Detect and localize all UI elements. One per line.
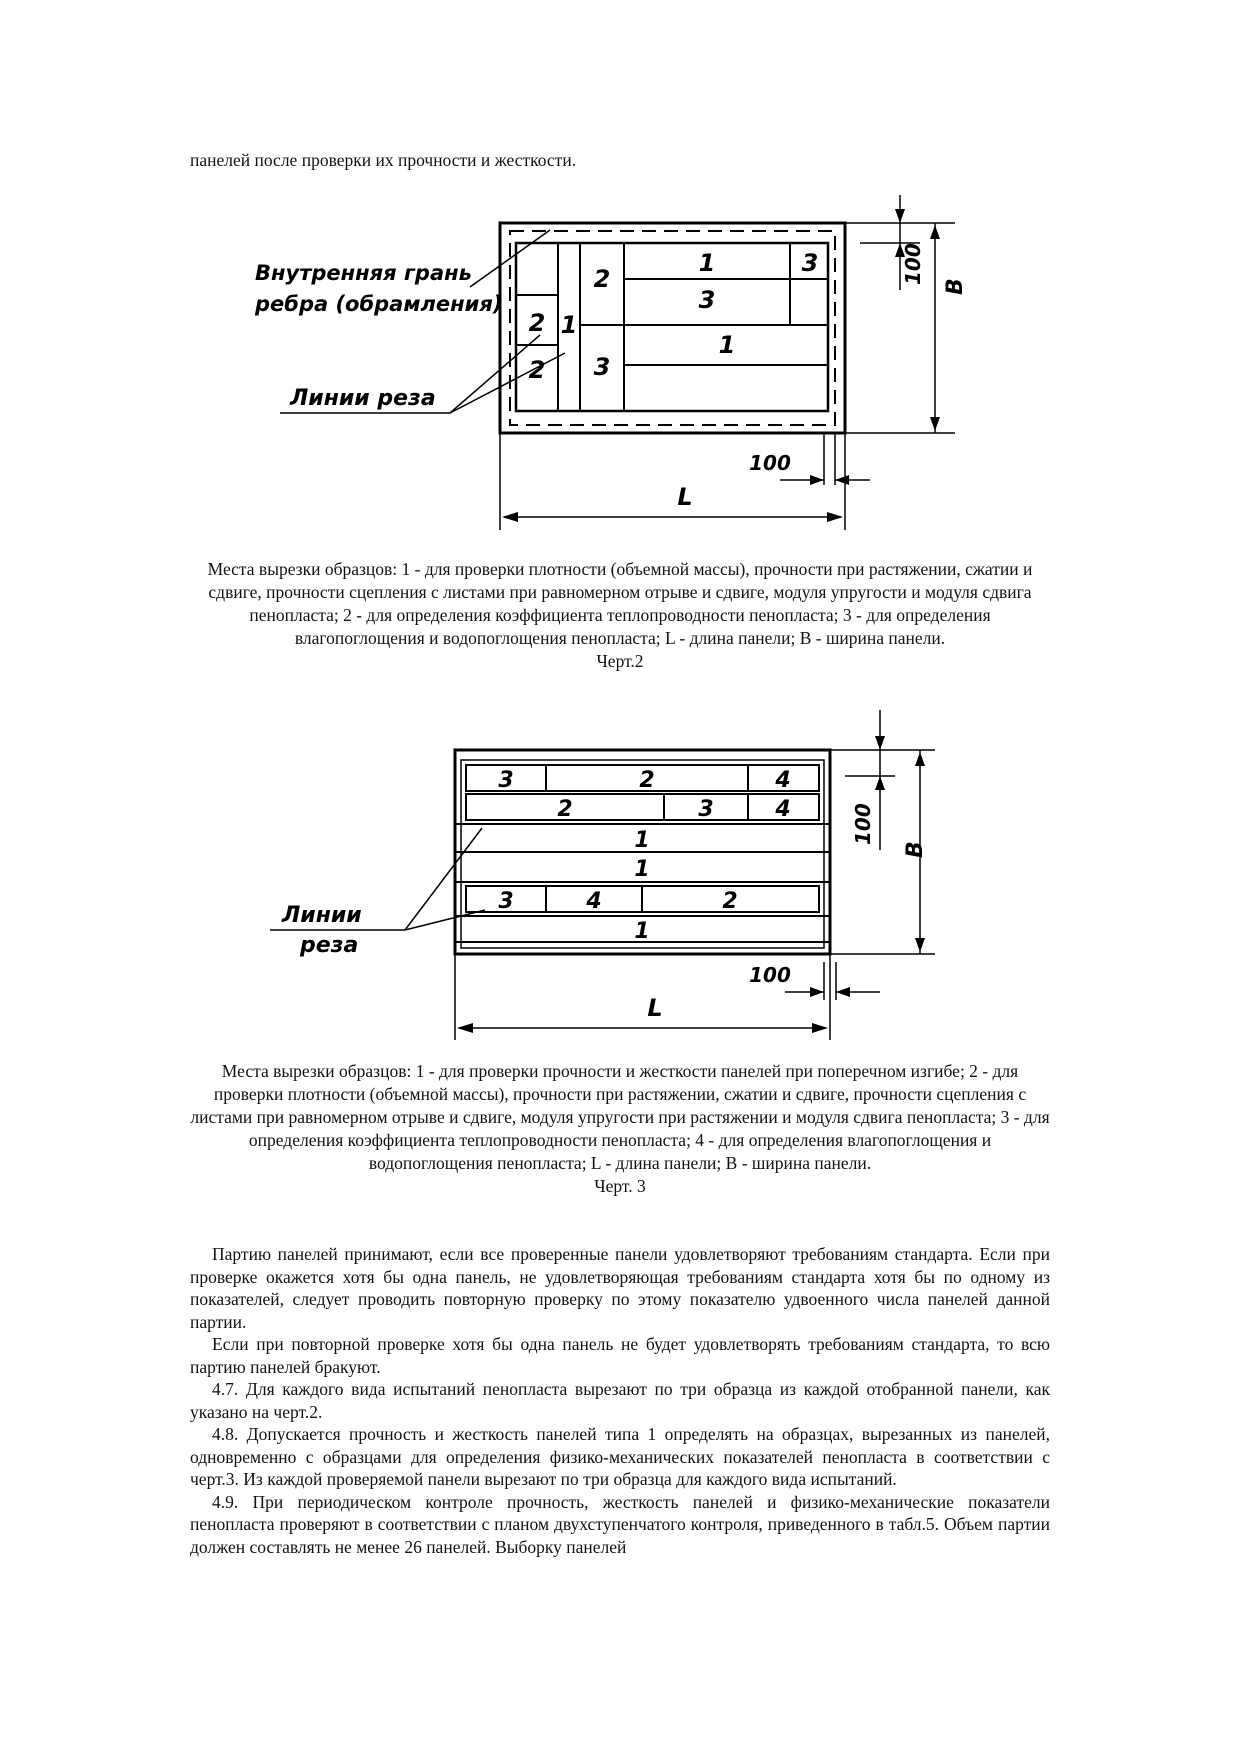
- cell-label: 3: [698, 797, 714, 822]
- cell-label: 1: [560, 311, 578, 339]
- dim-l-label: L: [677, 483, 693, 511]
- figure-title: Черт. 3: [594, 1176, 646, 1196]
- cell-label: 1: [634, 919, 650, 944]
- intro-line: панелей после проверки их прочности и жесткости.: [190, 150, 577, 170]
- paragraph: Если при повторной проверке хотя бы одна панель не будет удовлетворять требованиям стандарта, то всю партию панелей бракуют.: [190, 1334, 1050, 1377]
- paragraph: 4.7. Для каждого вида испытаний пенопласта вырезают по три образца из каждой отобранной панели, как указано на черт.2.: [190, 1379, 1050, 1422]
- cell-label: 2: [639, 768, 655, 793]
- cell-label: 3: [498, 768, 514, 793]
- panel-outer: [500, 223, 845, 433]
- dim-b-label: B: [903, 841, 928, 858]
- dim-100-horizontal: 100: [749, 451, 791, 475]
- figure-3-drawing: [270, 710, 950, 1050]
- cell-label: 3: [698, 286, 716, 314]
- cell-label: 3: [801, 249, 819, 277]
- cell-label: 3: [498, 889, 514, 914]
- cut-lines-label: Линии реза: [290, 386, 436, 411]
- paragraph: 4.9. При периодическом контроле прочность, жесткость панелей и физико-механические показатели пенопласта проверяют в соответствии с планом двухступенчатого контроля, приведенного в табл.5. Объем партии должен составлять не менее 26 панелей. Выборку панелей: [190, 1491, 1050, 1557]
- dim-100-vertical: 100: [901, 243, 925, 285]
- dim-b-label: B: [943, 278, 968, 295]
- inner-edge-label: Внутренняя грань: [255, 261, 472, 285]
- cell-label: 1: [718, 331, 736, 359]
- dim-100-vertical: 100: [851, 803, 875, 845]
- cell-label: 4: [775, 768, 791, 793]
- paragraph: Партию панелей принимают, если все проверенные панели удовлетворяют требованиям стандарта. Если при проверке окажется хотя бы одна панель, не удовлетворяющая требованиям стандарта хотя бы по одному из показателей, следует проводить повторную проверку по этому показателю удвоенного числа панелей данной партии.: [190, 1244, 1050, 1332]
- cell-label: 4: [775, 797, 791, 822]
- figure-2-drawing: [240, 195, 1020, 540]
- figure-3-caption: [190, 1060, 1050, 1198]
- cell-label: 2: [593, 265, 611, 293]
- caption-text: Места вырезки образцов: 1 - для проверки прочности и жесткости панелей при поперечном изгибе; 2 - для проверки плотности (объемной массы), прочности при растяжении, сжатии и сдвиге, прочности сцепления с листами при равномерном отрыве и сдвиге, модуля упругости при растяжении и модуля сдвига пенопласта; 3 - для определения коэффициента теплопроводности пенопласта; 4 - для определения влагопоглощения и водопоглощения пенопласта; L - длина панели; B - ширина панели.: [190, 1061, 1050, 1173]
- dim-100-horizontal: 100: [749, 963, 791, 987]
- cell-label: 2: [722, 889, 738, 914]
- dim-l-label: L: [647, 994, 663, 1022]
- cell-label: 3: [593, 353, 611, 381]
- cut-lines-label-2: реза: [300, 933, 359, 958]
- cell-label: 2: [557, 797, 573, 822]
- cell-label: 2: [528, 309, 546, 337]
- cell-label: 1: [634, 857, 650, 882]
- cell-label: 2: [528, 356, 546, 384]
- paragraph: 4.8. Допускается прочность и жесткость панелей типа 1 определять на образцах, вырезанных из панелей, одновременно с образцами для определения физико-механических показателей пенопласта в соответствии с черт.3. Из каждой проверяемой панели вырезают по три образца для каждого вида испытаний.: [190, 1424, 1050, 1489]
- cell-label: 1: [634, 828, 650, 853]
- caption-text: Места вырезки образцов: 1 - для проверки плотности (объемной массы), прочности при растяжении, сжатии и сдвиге, прочности сцепления с листами при равномерном отрыве и сдвиге, модуля упругости и модуля сдвига пенопласта; 2 - для определения коэффициента теплопроводности пенопласта; 3 - для определения влагопоглощения и водопоглощения пенопласта; L - длина панели; B - ширина панели.: [207, 559, 1033, 648]
- figure-title: Черт.2: [596, 651, 644, 671]
- cell-label: 1: [698, 249, 716, 277]
- cut-lines-label: Линии: [282, 903, 362, 928]
- body-text: [190, 1243, 1050, 1558]
- figure-2-caption: [190, 558, 1050, 673]
- inner-edge-label-2: ребра (обрамления): [255, 292, 503, 316]
- cell-label: 4: [586, 889, 602, 914]
